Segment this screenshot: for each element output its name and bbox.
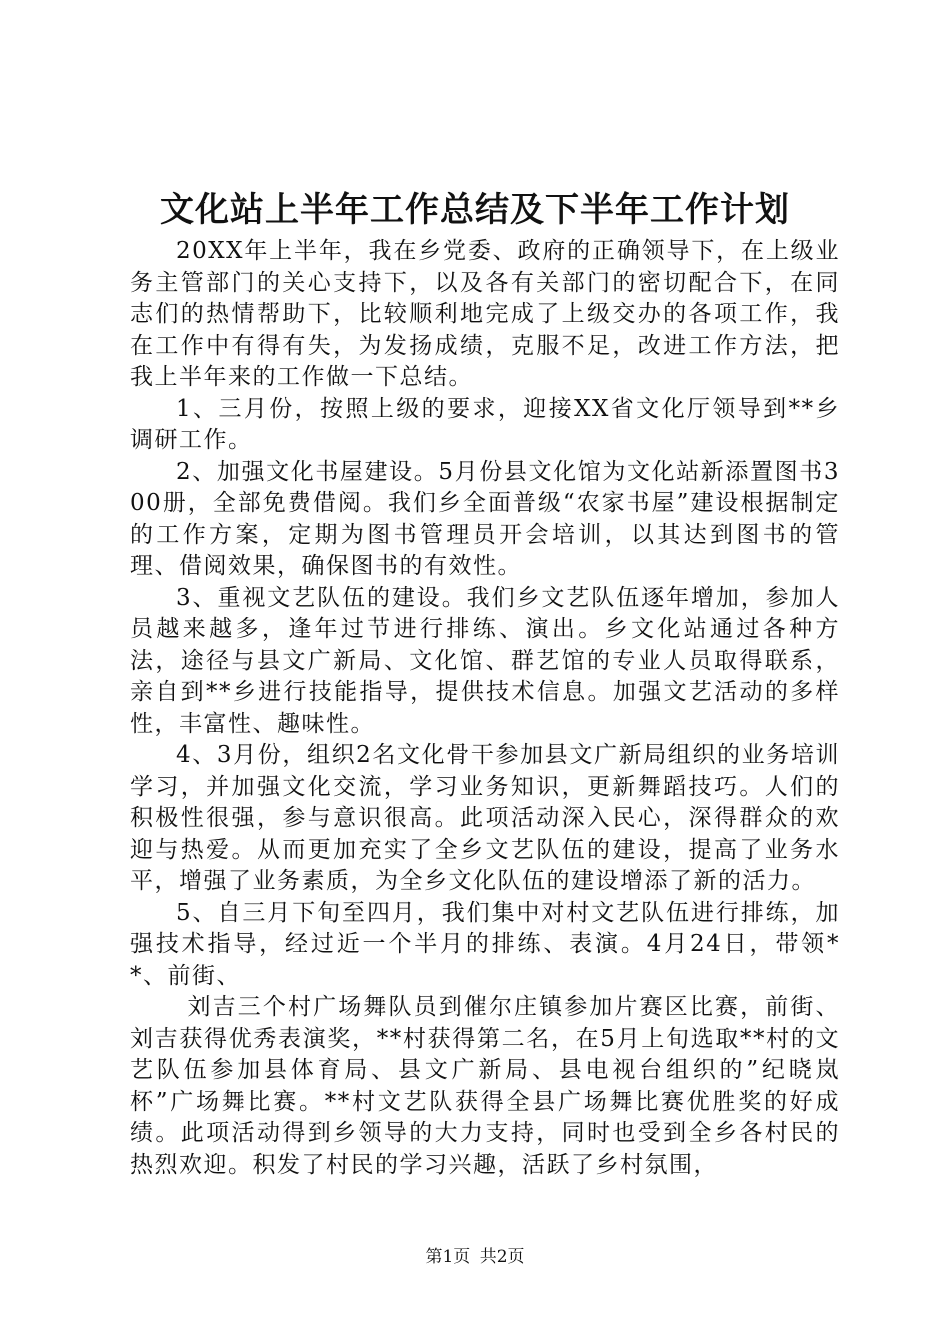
paragraph-item-4: 4、3月份，组织2名文化骨干参加县文广新局组织的业务培训学习，并加强文化交流，学习业务知识，更新舞蹈技巧。人们的积极性很强，参与意识很高。此项活动深入民心，深得群众的欢迎与热爱。从而更加充实了全乡文艺队伍的建设，提高了业务水平，增强了业务素质，为全乡文化队伍的建设增添了新的活力。 <box>130 742 840 894</box>
paragraph-item-5: 5、自三月下旬至四月，我们集中对村文艺队伍进行排练，加强技术指导，经过近一个半月的排练、表演。4月24日，带领**、前街、 <box>130 899 840 989</box>
paragraph-intro: 20XX年上半年，我在乡党委、政府的正确领导下，在上级业务主管部门的关心支持下，以及各有关部门的密切配合下，在同志们的热情帮助下，比较顺利地完成了上级交办的各项工作，我在工作中有得有失，为发扬成绩，克服不足，改进工作方法，把我上半年来的工作做一下总结。 <box>130 238 840 390</box>
paragraph-item-5-continued: 刘吉三个村广场舞队员到催尔庄镇参加片赛区比赛，前街、刘吉获得优秀表演奖，**村获得第二名，在5月上旬选取**村的文艺队伍参加县体育局、县文广新局、县电视台组织的”纪晓岚杯”广场舞比赛。**村文艺队获得全县广场舞比赛优胜奖的好成绩。此项活动得到乡领导的大力支持，同时也受到全乡各村民的热烈欢迎。积发了村民的学习兴趣，活跃了乡村氛围， <box>130 994 840 1178</box>
paragraph-item-3: 3、重视文艺队伍的建设。我们乡文艺队伍逐年增加，参加人员越来越多，逢年过节进行排练、演出。乡文化站通过各种方法，途径与县文广新局、文化馆、群艺馆的专业人员取得联系，亲自到**乡进行技能指导，提供技术信息。加强文艺活动的多样性，丰富性、趣味性。 <box>130 584 840 737</box>
document-title: 文化站上半年工作总结及下半年工作计划 <box>160 190 790 230</box>
page-footer <box>0 1246 950 1268</box>
document-body <box>130 236 840 1181</box>
page-number-current: 第1页 <box>425 1247 471 1267</box>
paragraph-item-2: 2、加强文化书屋建设。5月份县文化馆为文化站新添置图书300册，全部免费借阅。我们乡全面普级“农家书屋”建设根据制定的工作方案，定期为图书管理员开会培训，以其达到图书的管理、借阅效果，确保图书的有效性。 <box>130 458 840 579</box>
paragraph-item-1: 1、三月份，按照上级的要求，迎接XX省文化厅领导到**乡调研工作。 <box>130 395 840 453</box>
page-number-total: 共2页 <box>479 1247 525 1267</box>
